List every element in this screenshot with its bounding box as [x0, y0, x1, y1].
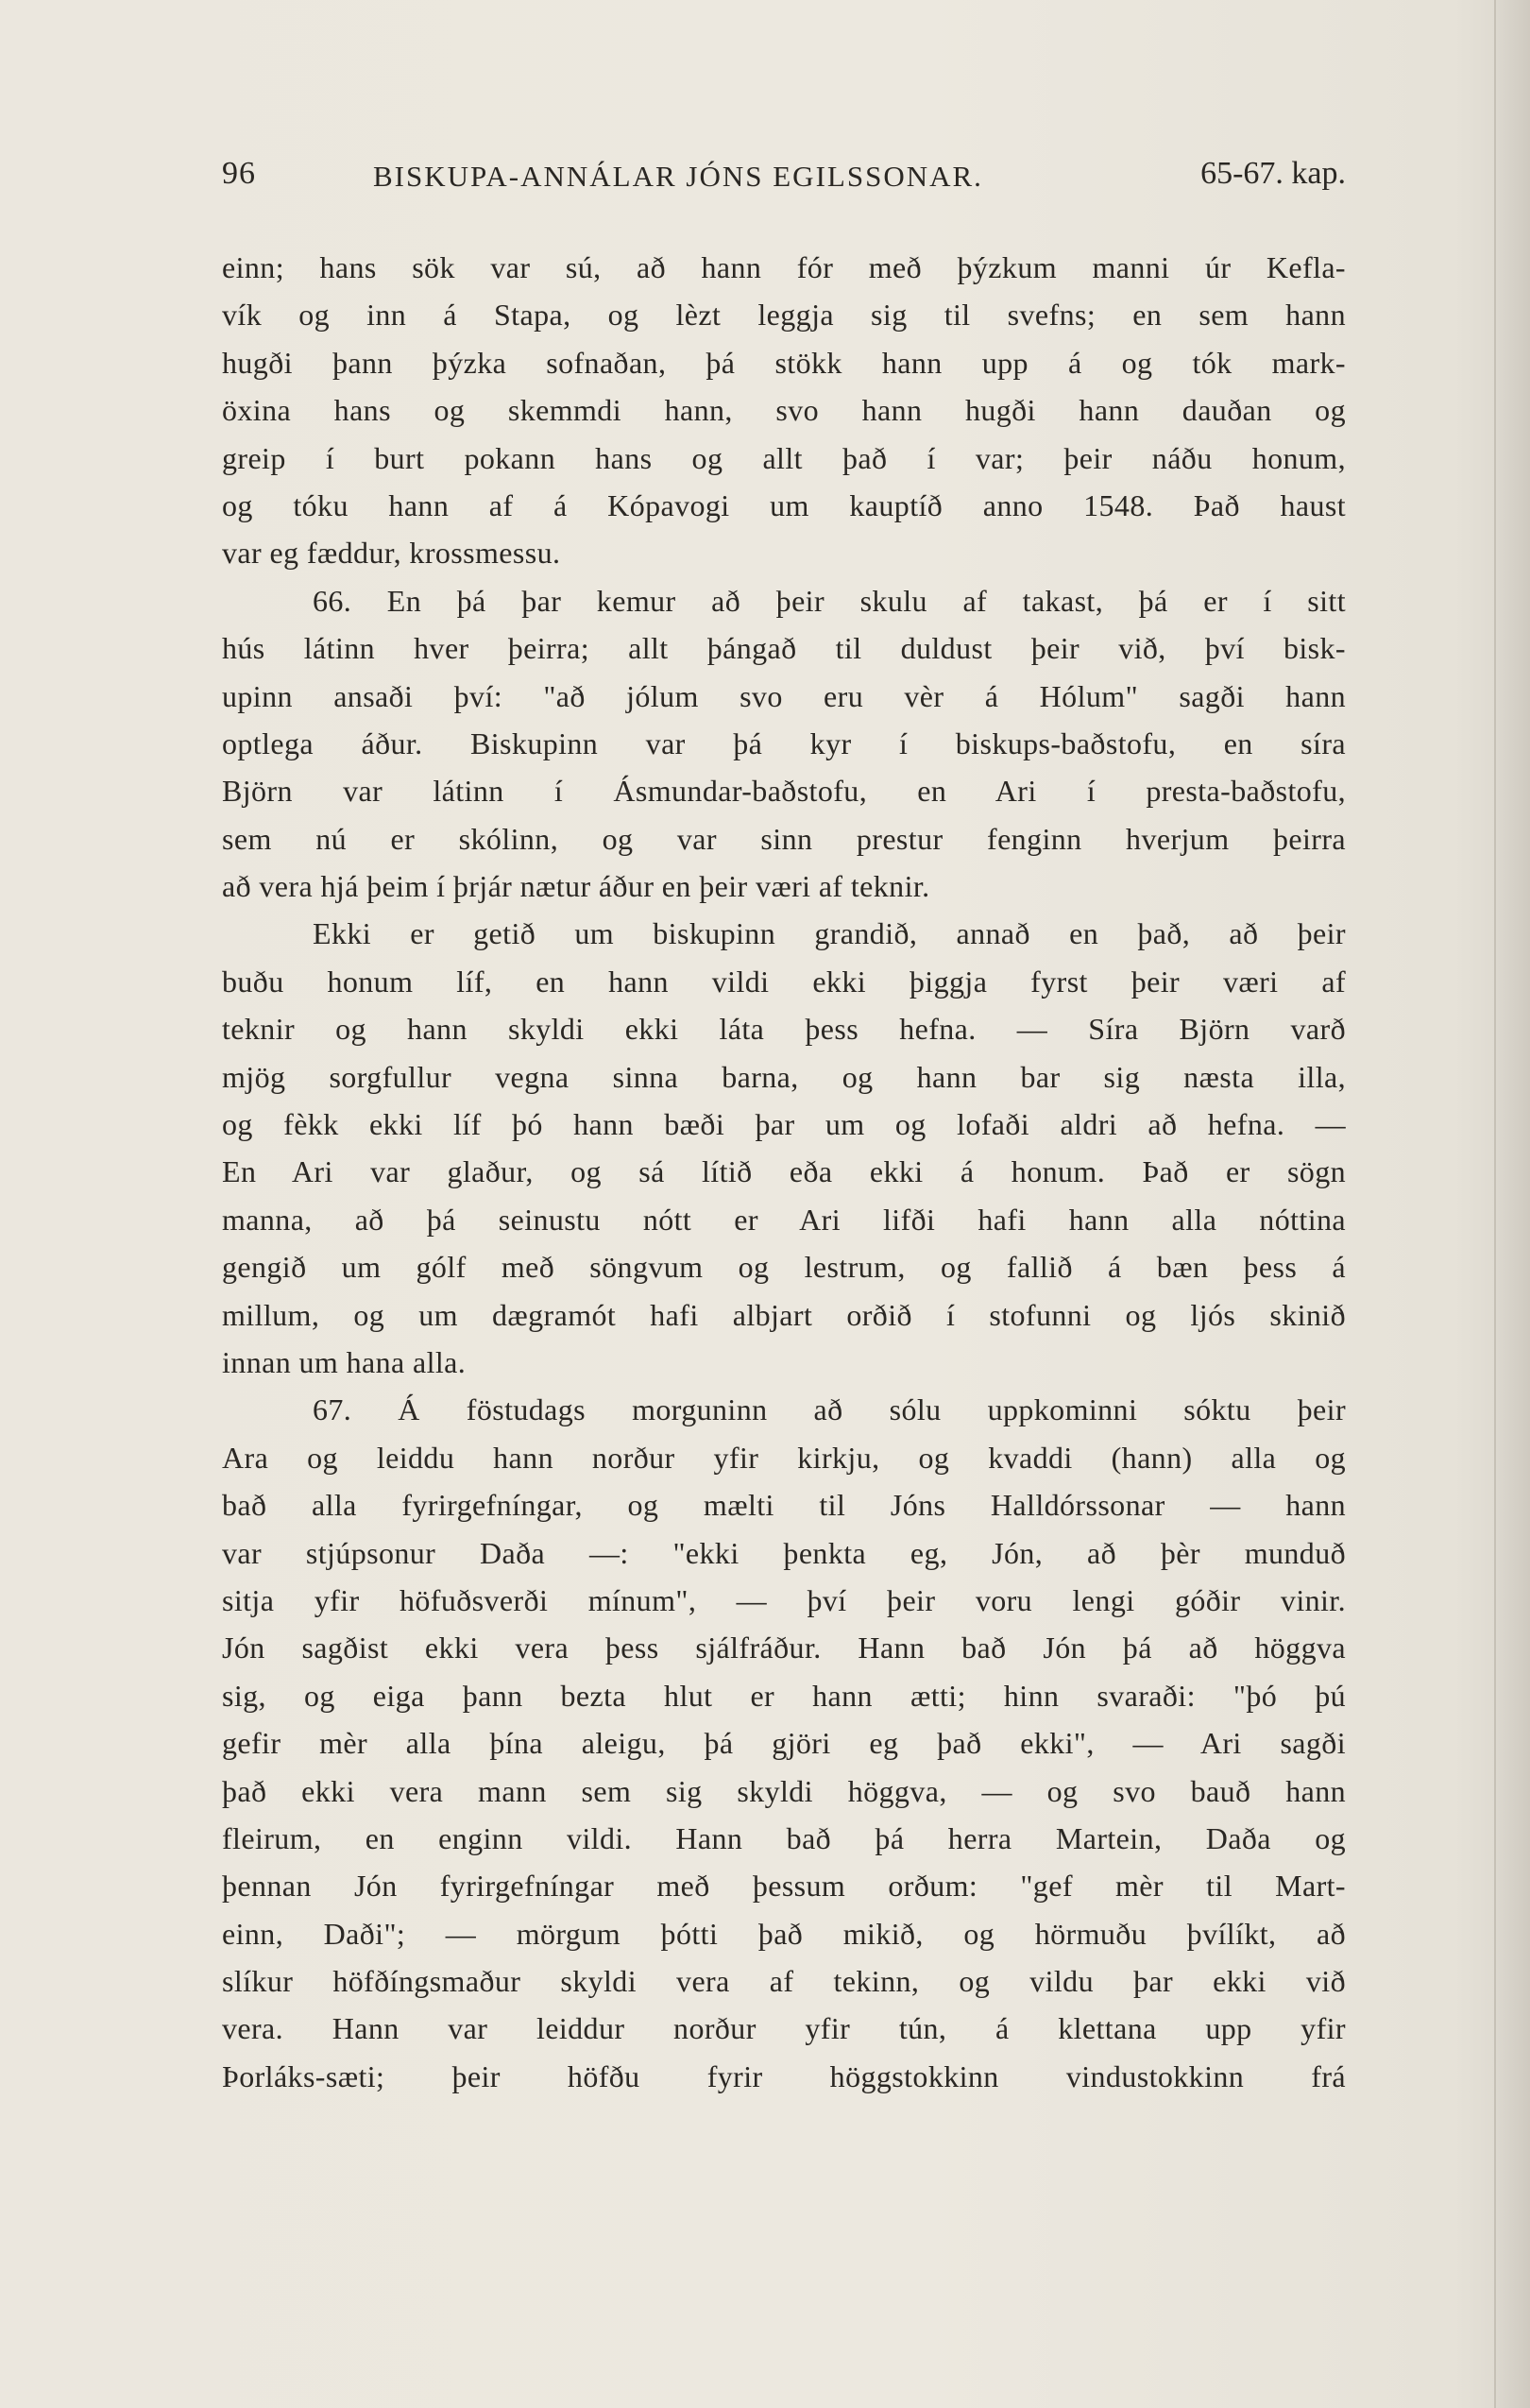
text-line: vera. Hann var leiddur norður yfir tún, á klettana upp yfir	[222, 2011, 1346, 2046]
text-line: hugði þann þýzka sofnaðan, þá stökk hann upp á og tók mark-	[222, 345, 1346, 380]
text-line: Jón sagðist ekki vera þess sjálfráður. Hann bað Jón þá að höggva	[222, 1631, 1346, 1665]
text-line: upinn ansaði því: "að jólum svo eru vèr á Hólum" sagði hann	[222, 678, 1346, 713]
running-header	[222, 156, 1346, 203]
text-line: slíkur höfðíngsmaður skyldi vera af tekinn, og vildu þar ekki við	[222, 1964, 1346, 1999]
text-line: Þorláks-sæti; þeir höfðu fyrir höggstokkinn vindustokkinn frá	[222, 2058, 1346, 2093]
text-line: þennan Jón fyrirgefníngar með þessum orðum: "gef mèr til Mart-	[222, 1869, 1346, 1904]
text-line: og fèkk ekki líf þó hann bæði þar um og lofaði aldri að hefna. —	[222, 1107, 1346, 1142]
text-line: einn; hans sök var sú, að hann fór með þýzkum manni úr Kefla-	[222, 250, 1346, 284]
text-line: var stjúpsonur Daða —: "ekki þenkta eg, Jón, að þèr munduð	[222, 1535, 1346, 1570]
text-line: var eg fæddur, krossmessu.	[222, 536, 561, 571]
text-line: fleirum, en enginn vildi. Hann bað þá herra Martein, Daða og	[222, 1820, 1346, 1855]
text-line: mjög sorgfullur vegna sinna barna, og hann bar sig næsta illa,	[222, 1059, 1346, 1094]
page-edge	[1494, 0, 1530, 2408]
text-line: buðu honum líf, en hann vildi ekki þiggja fyrst þeir væri af	[222, 964, 1346, 999]
text-line: innan um hana alla.	[222, 1344, 467, 1379]
text-line: öxina hans og skemmdi hann, svo hann hugði hann dauðan og	[222, 393, 1346, 428]
text-line: að vera hjá þeim í þrjár nætur áður en þeir væri af teknir.	[222, 869, 930, 904]
text-line: greip í burt pokann hans og allt það í var; þeir náðu honum,	[222, 440, 1346, 475]
text-line: Ara og leiddu hann norður yfir kirkju, og kvaddi (hann) alla og	[222, 1440, 1346, 1475]
chapter-reference: 65-67. kap.	[1200, 156, 1346, 191]
text-line: og tóku hann af á Kópavogi um kauptíð anno 1548. Það haust	[222, 487, 1346, 522]
text-line: gefir mèr alla þína aleigu, þá gjöri eg það ekki", — Ari sagði	[222, 1726, 1346, 1761]
page-number: 96	[222, 156, 256, 191]
text-line: En Ari var glaður, og sá lítið eða ekki á honum. Það er sögn	[222, 1154, 1346, 1189]
section-66-start: 66. En þá þar kemur að þeir skulu af takast, þá er í sitt	[313, 583, 1346, 618]
text-line: sem nú er skólinn, og var sinn prestur fenginn hverjum þeirra	[222, 821, 1346, 856]
text-line: optlega áður. Biskupinn var þá kyr í biskups-baðstofu, en síra	[222, 726, 1346, 760]
text-line: bað alla fyrirgefníngar, og mælti til Jóns Halldórssonar — hann	[222, 1488, 1346, 1523]
running-title: BISKUPA-ANNÁLAR JÓNS EGILSSONAR.	[373, 160, 983, 193]
paragraph-start: Ekki er getið um biskupinn grandið, annað en það, að þeir	[313, 916, 1346, 951]
text-line: vík og inn á Stapa, og lèzt leggja sig til svefns; en sem hann	[222, 298, 1346, 333]
text-line: sig, og eiga þann bezta hlut er hann ætti; hinn svaraði: "þó þú	[222, 1678, 1346, 1713]
text-line: manna, að þá seinustu nótt er Ari lifði hafi hann alla nóttina	[222, 1202, 1346, 1237]
text-line: sitja yfir höfuðsverði mínum", — því þeir voru lengi góðir vinir.	[222, 1582, 1346, 1617]
text-line: hús látinn hver þeirra; allt þángað til duldust þeir við, því bisk-	[222, 631, 1346, 666]
page-body-text	[222, 244, 1346, 2100]
text-line: millum, og um dægramót hafi albjart orðið í stofunni og ljós skinið	[222, 1297, 1346, 1332]
text-line: einn, Daði"; — mörgum þótti það mikið, og hörmuðu þvílíkt, að	[222, 1916, 1346, 1951]
text-line: gengið um gólf með söngvum og lestrum, og fallið á bæn þess á	[222, 1250, 1346, 1285]
text-line: teknir og hann skyldi ekki láta þess hefna. — Síra Björn varð	[222, 1012, 1346, 1047]
text-line: það ekki vera mann sem sig skyldi höggva, — og svo bauð hann	[222, 1773, 1346, 1808]
text-line: Björn var látinn í Ásmundar-baðstofu, en Ari í presta-baðstofu,	[222, 774, 1346, 809]
section-67-start: 67. Á föstudags morguninn að sólu uppkominni sóktu þeir	[313, 1392, 1346, 1427]
